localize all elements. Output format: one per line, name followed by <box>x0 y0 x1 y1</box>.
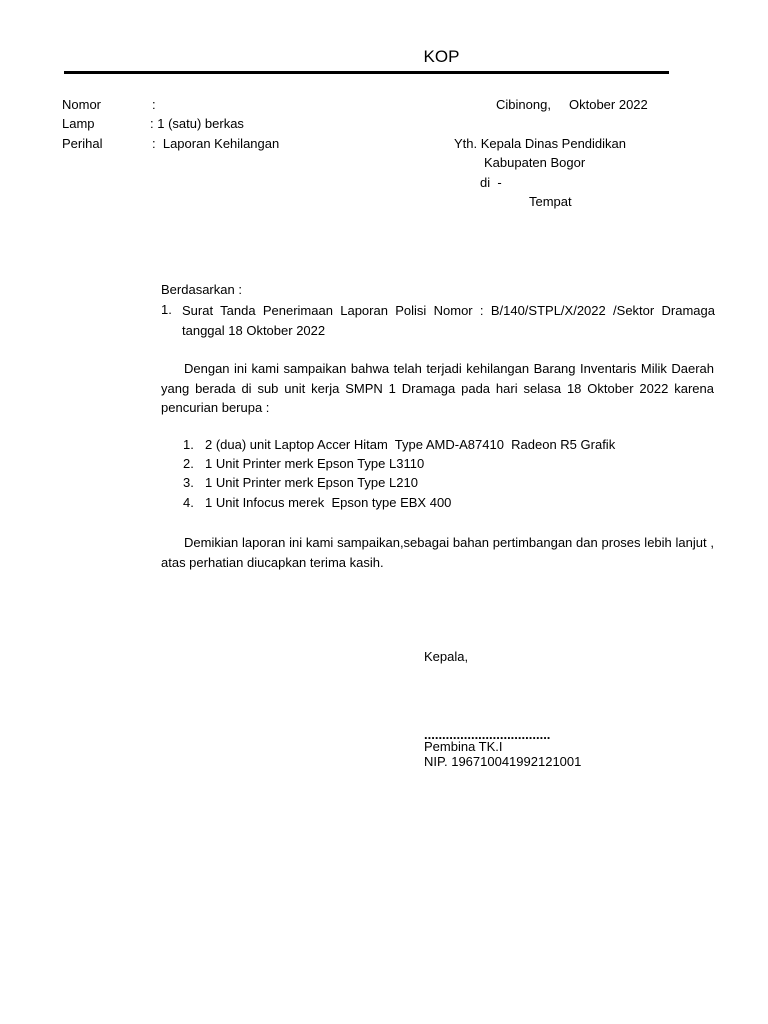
list-item: 1 Unit Printer merk Epson Type L3110 <box>205 456 425 471</box>
perihal-label: Perihal <box>62 136 103 151</box>
nomor-label: Nomor <box>62 97 102 112</box>
signature-title: Kepala, <box>424 649 469 664</box>
nomor-value: : <box>152 97 156 112</box>
recipient-line-3: di - <box>480 175 502 190</box>
signature-dots: ................................... <box>424 727 551 742</box>
lamp-label: Lamp <box>62 116 95 131</box>
signature-nip: NIP. 196710041992121001 <box>424 754 582 769</box>
basis-text: Surat Tanda Penerimaan Laporan Polisi Nomor : B/140/STPL/X/2022 /Sektor Dramaga tanggal 18 Oktober 2022 <box>182 303 715 338</box>
paragraph-1: Dengan ini kami sampaikan bahwa telah terjadi kehilangan Barang Inventaris Milik Daerah yang berada di sub unit kerja SMPN 1 Dramaga pada hari selasa 18 Oktober 2022 karena pencurian berupa : <box>161 361 714 415</box>
berdasarkan-label: Berdasarkan : <box>161 282 242 297</box>
item-number: 3. <box>183 475 194 490</box>
list-item: 2 (dua) unit Laptop Accer Hitam Type AMD-A87410 Radeon R5 Grafik <box>205 437 616 452</box>
recipient-line-1: Yth. Kepala Dinas Pendidikan <box>454 136 627 151</box>
place-date: Cibinong, Oktober 2022 <box>496 97 648 112</box>
recipient-line-4: Tempat <box>529 194 572 209</box>
lamp-value: : 1 (satu) berkas <box>150 116 244 131</box>
paragraph-2: Demikian laporan ini kami sampaikan,sebagai bahan pertimbangan dan proses lebih lanjut , atas perhatian diucapkan terima kasih. <box>161 535 714 570</box>
letterhead-kop: KOP <box>423 47 460 66</box>
signature-rank: Pembina TK.I <box>424 739 503 754</box>
letterhead-divider <box>64 71 669 74</box>
perihal-value: : Laporan Kehilangan <box>152 136 280 151</box>
item-number: 4. <box>183 495 194 510</box>
list-item: 1 Unit Infocus merek Epson type EBX 400 <box>205 495 452 510</box>
list-item: 1 Unit Printer merk Epson Type L210 <box>205 475 418 490</box>
basis-number: 1. <box>161 302 172 317</box>
item-number: 1. <box>183 437 194 452</box>
item-number: 2. <box>183 456 194 471</box>
recipient-line-2: Kabupaten Bogor <box>484 155 586 170</box>
